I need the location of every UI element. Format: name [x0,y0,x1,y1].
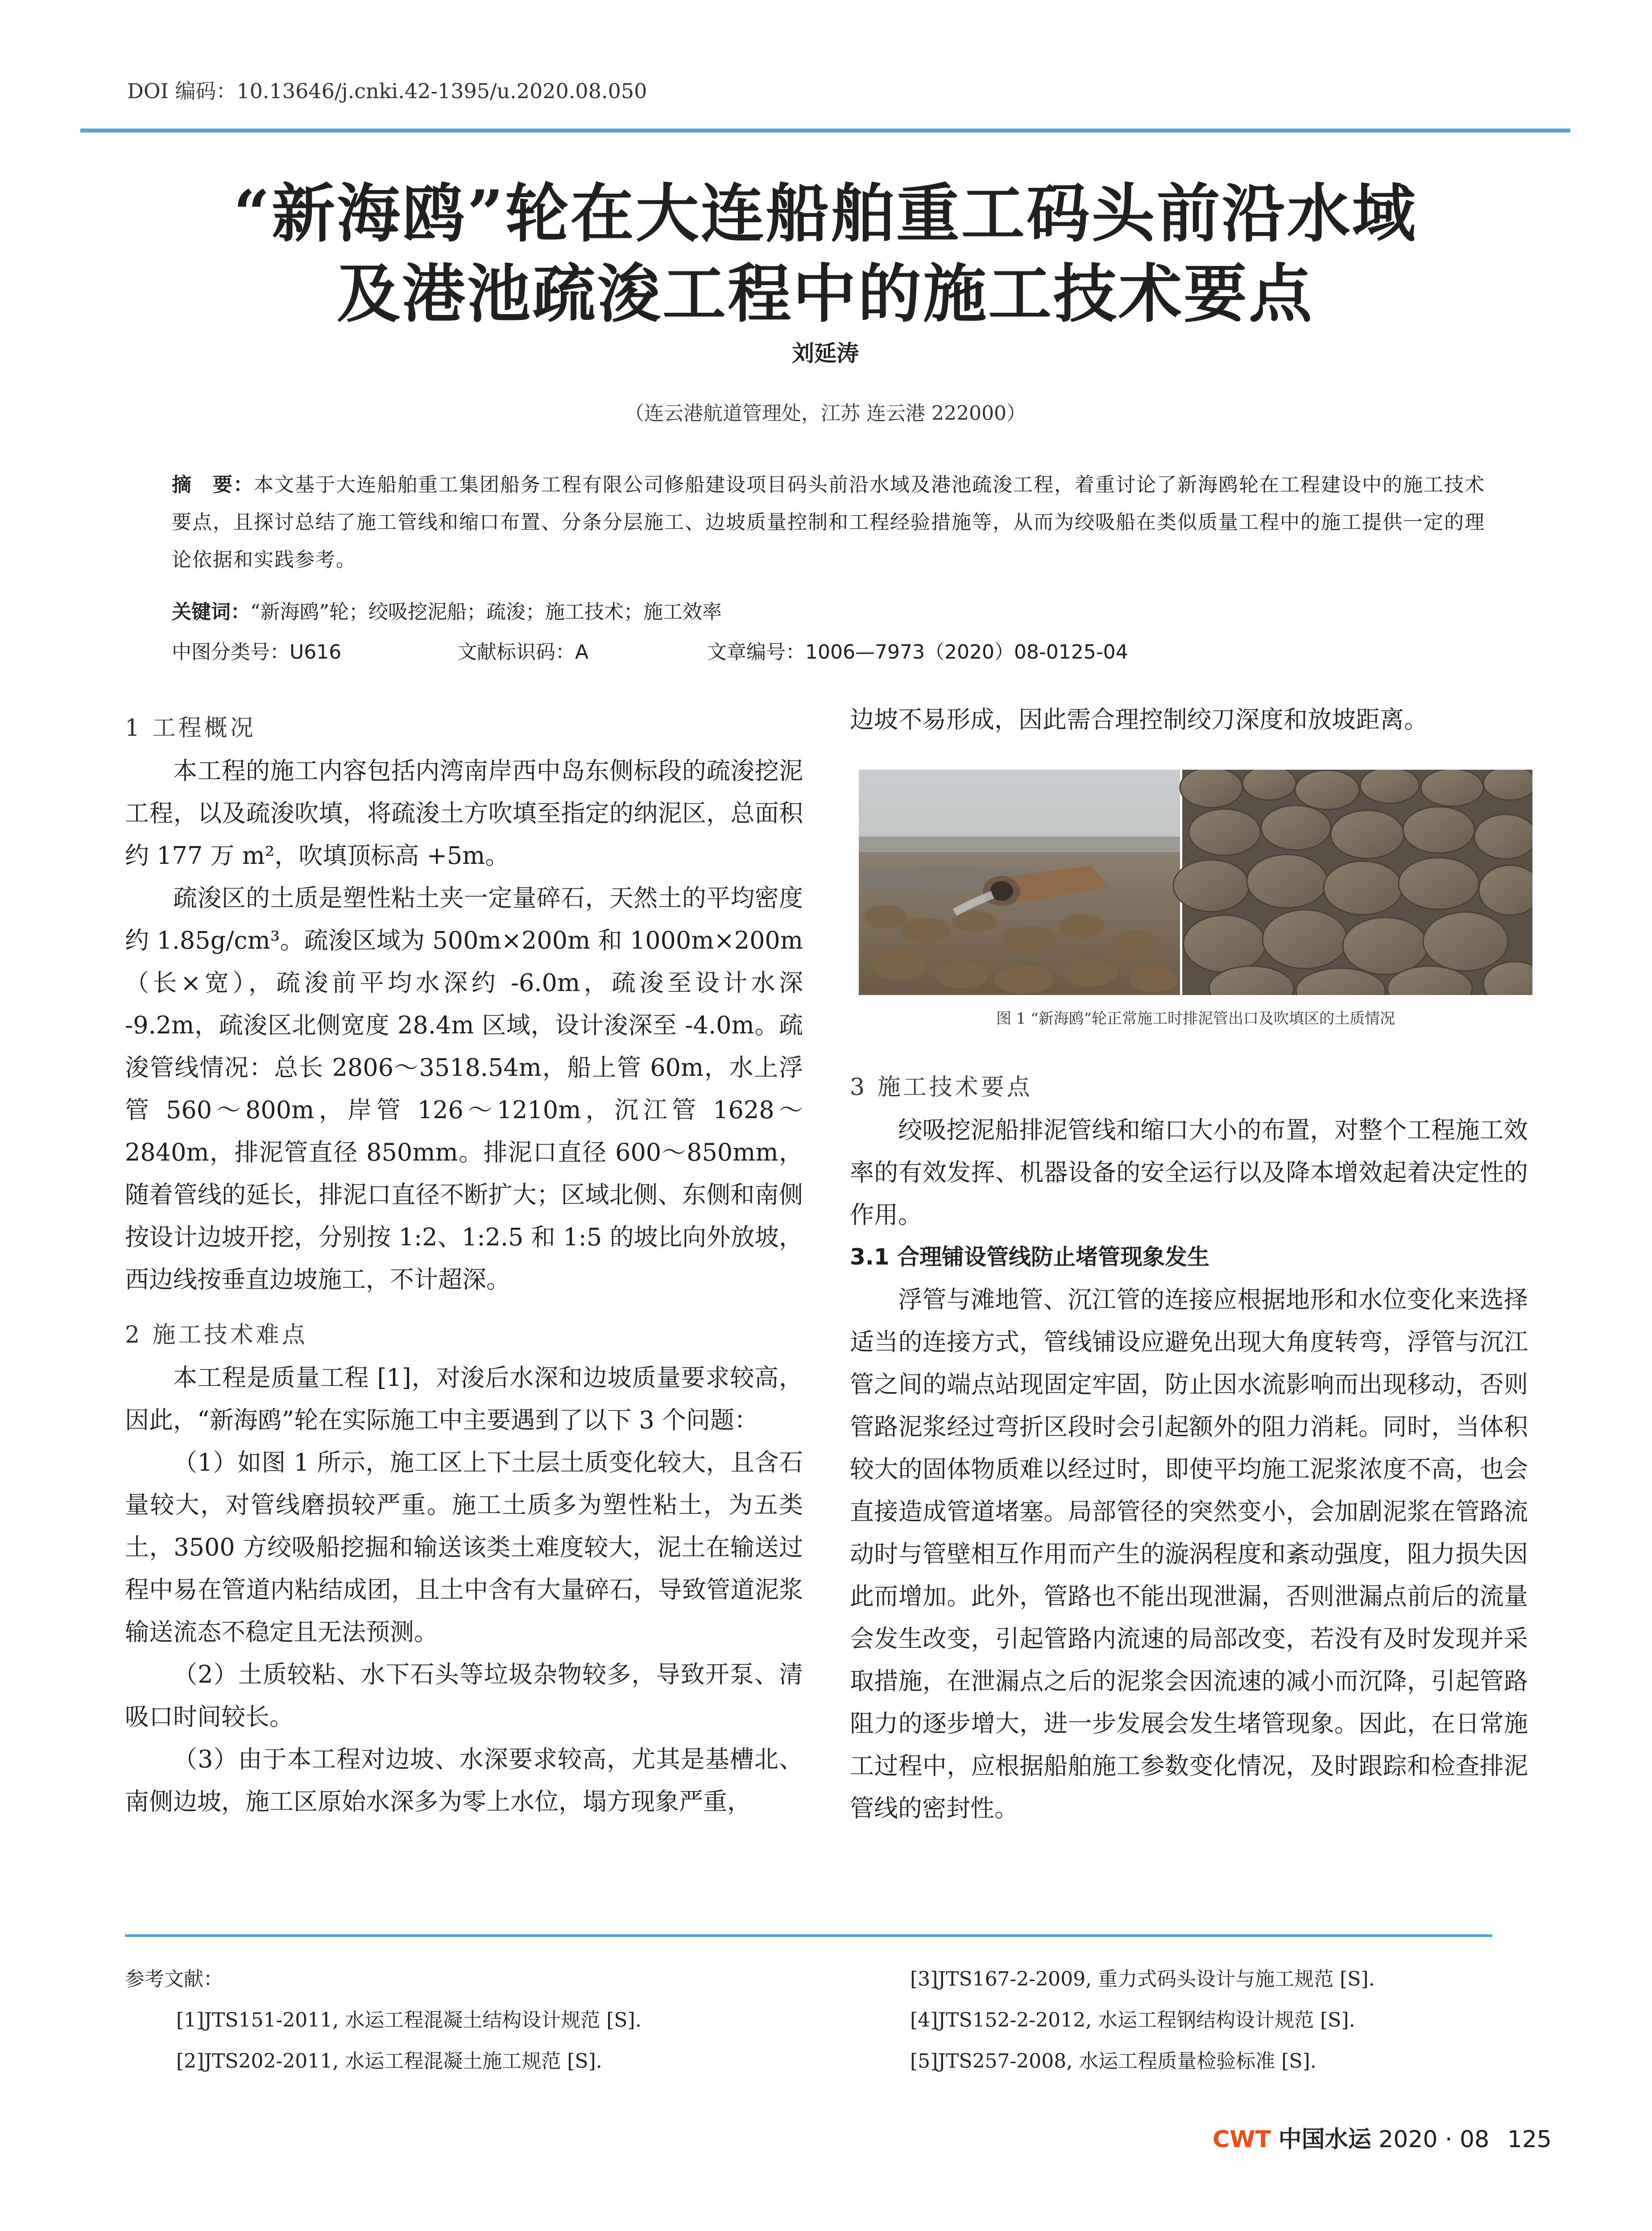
doi: DOI 编码：10.13646/j.cnki.42-1395/u.2020.08.050 [127,79,647,103]
discharge-pipe-photo [859,770,1180,995]
document-code: 文献标识码：A [457,641,589,663]
abstract-label: 摘 要： [172,473,254,496]
section-3-1-heading: 3.1 合理铺设管线防止堵管现象发生 [850,1244,1209,1270]
clc-number: 中图分类号：U616 [172,641,342,663]
section-2-paragraph-1: 本工程是质量工程 [1]，对浚后水深和边坡质量要求较高，因此，“新海鸥”轮在实际施工中主要遇到了以下 3 个问题： [125,1364,803,1434]
section-2-paragraph-2: （1）如图 1 所示，施工区上下土层土质变化较大，且含石量较大，对管线磨损较严重。施工土质多为塑性粘土，为五类土，3500 方绞吸船挖掘和输送该类土难度较大，泥土在输送过程中易在管道内粘结成团，且土中含有大量碎石，导致管道泥浆输送流态不稳定且无法预测。 [125,1448,803,1646]
issue: 2020 · 08 [1379,2126,1490,2153]
section-1-paragraph-2: 疏浚区的土质是塑性粘土夹一定量碎石，天然土的平均密度约 1.85g/cm³。疏浚区域为 500m×200m 和 1000m×200m（长×宽），疏浚前平均水深约 -6.0m，疏浚至设计水深 -9.2m，疏浚区北侧宽度 28.4m 区域，设计浚深至 -4.0m。疏浚管线情况：总长 2806～3518.54m，船上管 60m，水上浮管 560～800m，岸管 126～1210m，沉江管 1628～2840m，排泥管直径 850mm。排泥口直径 600～850mm，随着管线的延长，排泥口直径不断扩大；区域北侧、东侧和南侧按设计边坡开挖，分别按 1:2、1:2.5 和 1:5 的坡比向外放坡，西边线按垂直边坡施工，不计超深。 [125,884,803,1294]
section-3-1-paragraph-1: 浮管与滩地管、沉江管的连接应根据地形和水位变化来选择适当的连接方式，管线铺设应避免出现大角度转弯，浮管与沉江管之间的端点站现固定牢固，防止因水流影响而出现移动，否则管路泥浆经过弯折区段时会引起额外的阻力消耗。同时，当体积较大的固体物质难以经过时，即使平均施工泥浆浓度不高，也会直接造成管道堵塞。局部管径的突然变小，会加剧泥浆在管路流动时与管壁相互作用而产生的漩涡程度和紊动强度，阻力损失因此而增加。此外，管路也不能出现泄漏，否则泄漏点前后的流量会发生改变，引起管路内流速的局部改变，若没有及时发现并采取措施，在泄漏点之后的泥浆会因流速的减小而沉降，引起管路阻力的逐步增大，进一步发展会发生堵管现象。因此，在日常施工过程中，应根据船舶施工参数变化情况，及时跟踪和检查排泥管线的密封性。 [850,1286,1528,1822]
section-2-paragraph-4: （3）由于本工程对边坡、水深要求较高，尤其是基槽北、南侧边坡，施工区原始水深多为零上水位，塌方现象严重， [125,1745,803,1816]
reference-item: [4]JTS152-2-2012, 水运工程钢结构设计规范 [S]. [910,2009,1355,2032]
right-column-lower [850,1057,1528,1829]
keywords-label: 关键词： [172,601,250,623]
author: 刘延涛 [792,340,859,366]
abstract-text: 本文基于大连船舶重工集团船务工程有限公司修船建设项目码头前沿水域及港池疏浚工程，着重讨论了新海鸥轮在工程建设中的施工技术要点，且探讨总结了施工管线和缩口布置、分条分层施工、边坡质量控制和工程经验措施等，从而为绞吸船在类似质量工程中的施工提供一定的理论依据和实践参考。 [172,473,1485,571]
references-right [910,1959,1579,2082]
reference-item: [3]JTS167-2-2009, 重力式码头设计与施工规范 [S]. [910,1968,1375,1990]
page-footer [1213,2120,1552,2154]
keywords-text: “新海鸥”轮；绞吸挖泥船；疏浚；施工技术；施工效率 [250,601,722,623]
reference-item: [2]JTS202-2011, 水运工程混凝土施工规范 [S]. [176,2050,602,2073]
title-line-1: “新海鸥”轮在大连船舶重工码头前沿水域 [233,177,1417,251]
section-1-paragraph-1: 本工程的施工内容包括内湾南岸西中岛东侧标段的疏浚挖泥工程，以及疏浚吹填，将疏浚土方吹填至指定的纳泥区，总面积约 177 万 m²，吹填顶标高 +5m。 [125,757,803,870]
affiliation: （连云港航道管理处，江苏 连云港 222000） [625,402,1026,425]
references-heading: 参考文献： [125,1968,223,1990]
cwt-logo: CWT [1213,2126,1271,2153]
reference-item: [5]JTS257-2008, 水运工程质量检验标准 [S]. [910,2050,1317,2073]
magazine-name: 中国水运 [1278,2126,1371,2153]
references-rule [125,1934,1492,1937]
references-left [125,1959,839,2082]
article-number: 文章编号：1006—7973（2020）08-0125-04 [707,641,1128,663]
fill-area-soil-photo [1173,770,1532,995]
page-number: 125 [1507,2126,1552,2153]
figure-1-caption: 图 1 “新海鸥”轮正常施工时排泥管出口及吹填区的土质情况 [996,1010,1395,1028]
figure-1-photos [859,770,1532,995]
reference-item: [1]JTS151-2011, 水运工程混凝土结构设计规范 [S]. [176,2009,642,2032]
section-3-paragraph-1: 绞吸挖泥船排泥管线和缩口大小的布置，对整个工程施工效率的有效发挥、机器设备的安全运行以及降本增效起着决定性的作用。 [850,1116,1528,1229]
left-column [125,698,803,1823]
header-rule [80,129,1570,133]
right-column [850,698,1528,741]
keywords [172,593,1492,631]
column-2-continuation: 边坡不易形成，因此需合理控制绞刀深度和放坡距离。 [850,705,1428,734]
section-2-paragraph-3: （2）土质较粘、水下石头等垃圾杂物较多，导致开泵、清吸口时间较长。 [125,1660,803,1731]
section-2-heading: 2 施工技术难点 [125,1322,308,1348]
section-1-heading: 1 工程概况 [125,715,256,742]
title-line-2: 及港池疏浚工程中的施工技术要点 [337,257,1314,331]
classification [172,634,1492,671]
abstract [172,466,1492,579]
section-3-heading: 3 施工技术要点 [850,1074,1033,1101]
